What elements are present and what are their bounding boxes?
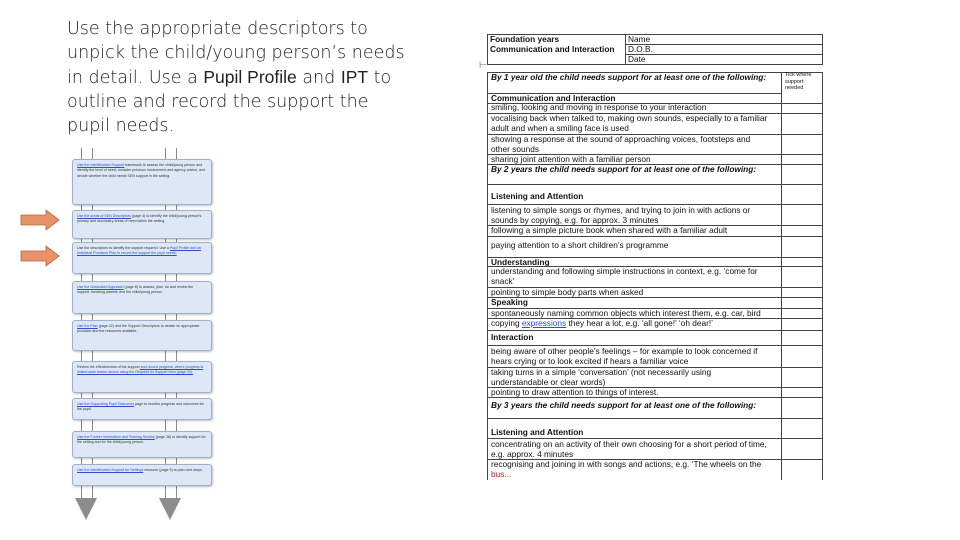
descriptor-row: following a simple picture book when shared with a familiar adult (491, 225, 728, 235)
flow-step-text: framework to assess the child/young person and identify the level of need; consider previous involvement and agency advice, and decide whether the child needs SEN support in the setting. (77, 163, 206, 178)
row-text: they hear a lot, e.g. ‘all gone!’ ‘oh dear!’ (566, 318, 714, 328)
flow-step-9 (72, 464, 212, 486)
flow-step-6 (72, 361, 212, 393)
divider (625, 54, 823, 55)
flow-step-3 (72, 242, 212, 274)
flow-step-text: (page 38) to identify support for the setting and for the child/young person. (77, 435, 206, 445)
flow-step-text: resource (page 5) to plan next steps. (143, 468, 203, 472)
expressions-link[interactable]: expressions (521, 318, 567, 328)
descriptor-row: snack’ (491, 276, 515, 286)
flow-step-text: (page 22) and the Support Descriptors to decide on appropriate provision and the resources available. (77, 324, 200, 334)
row-divider (487, 418, 823, 419)
flow-step-link: Pupil Profile and an Individual Provision Plan to record the support the pupil needs. (77, 246, 202, 256)
row-divider (487, 330, 823, 331)
name-field-label: Name (628, 34, 651, 44)
intro-line (67, 65, 422, 90)
descriptor-row: paying attention to a short children’s programme (491, 240, 669, 250)
left-down-arrow (75, 498, 97, 520)
pupil-profile-term: Pupil Profile (203, 67, 297, 87)
flow-step-1 (72, 159, 212, 205)
tick-note: Tick where (785, 72, 812, 78)
divider (625, 44, 823, 45)
tick-note: needed (785, 85, 804, 91)
descriptor-row: recognising and joining in with songs and actions, e.g. ‘The wheels on the (491, 459, 762, 469)
flow-step-link: Use the areas of SEN Descriptors (77, 214, 131, 218)
flow-step-link: Use the Further Information and Training Section (77, 435, 155, 439)
flow-step-4 (72, 281, 212, 314)
descriptor-form (487, 34, 823, 480)
descriptor-row: taking turns in a simple ‘conversation’ (not necessarily using (491, 367, 712, 377)
intro-line: outline and record the support the (67, 92, 369, 112)
intro-text: to (368, 68, 392, 88)
descriptor-row: understanding and following simple instructions in context, e.g. ‘come for (491, 266, 758, 276)
descriptor-row: other sounds (491, 144, 539, 154)
subsection-heading: Listening and Attention (491, 191, 584, 201)
flow-step-2 (72, 210, 212, 239)
row-text: copying (491, 318, 522, 328)
flow-step-8 (72, 431, 212, 458)
descriptor-row: hears crying or to look excited if hears a familiar voice (491, 356, 689, 366)
flow-step-link: Use the Graduated Approach (77, 285, 124, 289)
subsection-heading: Listening and Attention (491, 427, 584, 437)
descriptor-row: sounds by copying, e.g. for approx. 3 minutes (491, 215, 659, 225)
intro-line: pupil needs. (67, 116, 175, 136)
flow-step-link: and record progress; where progress is limited seek further advice using the Request for Support form (page 30). (77, 365, 204, 375)
row-divider (487, 297, 823, 298)
flow-step-5 (72, 320, 212, 351)
descriptor-row: listening to simple songs or rhymes, and trying to join in with actions or (491, 205, 751, 215)
descriptor-row: sharing joint attention with a familiar person (491, 154, 651, 164)
descriptor-row: understandable or clear words) (491, 377, 606, 387)
intro-line: unpick the child/young person’s needs (67, 43, 405, 63)
tick-note: support (785, 78, 804, 85)
flow-step-text: (page 4) to identify the child/young person's primary and secondary areas of need within the setting. (77, 214, 202, 224)
row-divider (487, 236, 823, 237)
section-heading: By 2 years the child needs support for at least one of the following: (491, 164, 757, 174)
subsection-heading: Communication and Interaction (491, 93, 616, 103)
descriptor-row: spontaneously naming common objects which interest them, e.g. car, bird (491, 308, 761, 318)
form-subtitle: Communication and Interaction (490, 44, 615, 54)
flow-step-text: Use the descriptors to identify the support required. Use a (77, 246, 170, 250)
section-heading: By 1 year old the child needs support for at least one of the following: (491, 72, 767, 82)
pointer-arrow-icon (20, 245, 60, 267)
pointer-arrow-icon (20, 209, 60, 231)
descriptor-row: smiling, looking and moving in response to your interaction (491, 102, 707, 112)
flow-step-link: Use the Identification Support for Settings (77, 468, 144, 472)
descriptor-row: concentrating on an activity of their own choosing for a short period of time, (491, 439, 767, 449)
flow-step-link: Use the Supporting Pupil Outcomes (77, 402, 135, 406)
intro-text: in detail. Use a (67, 68, 204, 88)
subsection-heading: Speaking (491, 297, 528, 307)
row-divider (487, 397, 823, 398)
intro-paragraph (67, 17, 422, 138)
flow-step-7 (72, 398, 212, 420)
row-divider (487, 184, 823, 185)
right-down-arrow (159, 498, 181, 520)
flow-step-text: Review the effectiveness of the support (77, 365, 140, 369)
descriptor-row: vocalising back when talked to, making own sounds, especially to a familiar (491, 113, 768, 123)
descriptor-row: pointing to simple body parts when asked (491, 287, 644, 297)
flow-step-text: page to monitor progress and outcomes for the pupil. (77, 402, 204, 412)
form-title: Foundation years (490, 34, 560, 44)
date-field-label: Date (628, 54, 646, 64)
flow-step-link: Use the Identification Support (77, 163, 125, 167)
subsection-heading: Understanding (491, 257, 550, 267)
intro-line: Use the appropriate descriptors to (67, 19, 368, 39)
descriptor-row: pointing to draw attention to things of interest. (491, 387, 659, 397)
flow-step-link: Use the Plan (77, 324, 98, 328)
descriptor-row: being aware of other people’s feelings – for example to look concerned if (491, 346, 758, 356)
subsection-heading: Interaction (491, 332, 534, 342)
descriptor-row: e.g. approx. 4 minutes (491, 449, 574, 459)
flowchart-thumbnail (60, 148, 230, 526)
descriptor-row (491, 318, 713, 328)
descriptor-row: bus... (491, 469, 512, 479)
ipt-term: IPT (340, 67, 369, 87)
expand-marker-icon: ⊢ (479, 60, 487, 70)
divider (625, 34, 626, 65)
intro-text: and (296, 68, 341, 88)
dob-field-label: D.O.B. (628, 44, 653, 54)
descriptor-row: showing a response at the sound of approaching voices, footsteps and (491, 134, 751, 144)
descriptor-row: adult and when a smiling face is used (491, 123, 629, 133)
section-heading: By 3 years the child needs support for at least one of the following: (491, 400, 757, 410)
flow-step-text: (page 8) to assess, plan, do and review the support, involving parents and the child/young person. (77, 285, 194, 295)
